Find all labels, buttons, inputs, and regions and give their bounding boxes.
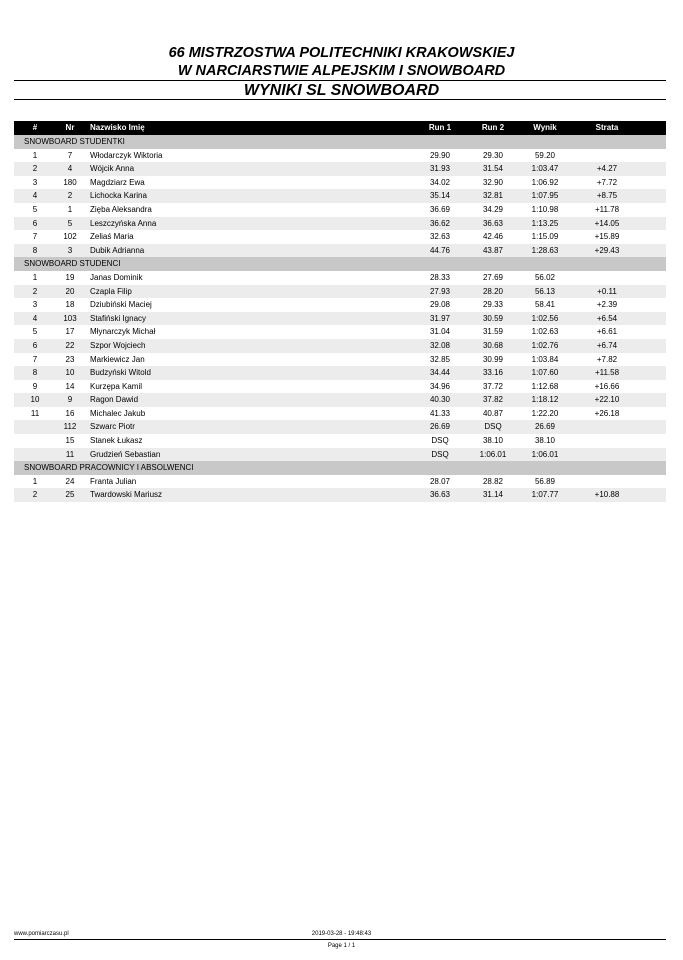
cell-result: 1:02.63 bbox=[531, 327, 559, 337]
cell-run1: 29.90 bbox=[429, 150, 451, 160]
cell-name: Budzyński Witold bbox=[90, 368, 151, 378]
table-row bbox=[14, 285, 666, 299]
cell-run1: 44.76 bbox=[429, 245, 451, 255]
cell-bib-number: 10 bbox=[65, 368, 75, 378]
cell-run1: 34.44 bbox=[429, 368, 451, 378]
cell-run1: 36.62 bbox=[429, 218, 451, 228]
cell-position: 2 bbox=[32, 490, 38, 500]
cell-name: Lichocka Karina bbox=[90, 191, 147, 201]
cell-result: 59.20 bbox=[534, 150, 556, 160]
table-row bbox=[14, 353, 666, 367]
group-title: SNOWBOARD STUDENTKI bbox=[14, 135, 666, 149]
table-row bbox=[14, 420, 666, 434]
cell-position: 3 bbox=[32, 177, 38, 187]
cell-name: Janas Dominik bbox=[90, 272, 143, 282]
cell-run2: 27.69 bbox=[482, 272, 504, 282]
cell-gap: +22.10 bbox=[594, 395, 620, 405]
cell-bib-number: 25 bbox=[65, 490, 75, 500]
cell-bib-number: 5 bbox=[67, 218, 73, 228]
cell-position: 11 bbox=[30, 408, 40, 418]
col-header-gap: Strata bbox=[595, 123, 619, 132]
cell-run1: 27.93 bbox=[429, 286, 451, 296]
cell-run1: 29.08 bbox=[429, 300, 451, 310]
cell-bib-number: 16 bbox=[65, 408, 75, 418]
result-groups bbox=[14, 135, 666, 502]
cell-position: 1 bbox=[32, 150, 38, 160]
cell-name: Czapla Filip bbox=[90, 286, 132, 296]
cell-position: 4 bbox=[32, 313, 38, 323]
cell-run2: 43.87 bbox=[482, 245, 504, 255]
cell-result: 1:07.95 bbox=[531, 191, 559, 201]
cell-result: 38.10 bbox=[534, 436, 556, 446]
cell-position: 4 bbox=[32, 191, 38, 201]
cell-run2: 30.59 bbox=[482, 313, 504, 323]
cell-result: 1:06.92 bbox=[531, 177, 559, 187]
cell-bib-number: 102 bbox=[63, 232, 77, 242]
table-row bbox=[14, 448, 666, 462]
cell-run2: 31.59 bbox=[482, 327, 504, 337]
cell-result: 1:03.84 bbox=[531, 354, 559, 364]
cell-name: Zięba Aleksandra bbox=[90, 204, 152, 214]
cell-position: 3 bbox=[32, 300, 38, 310]
cell-name: Zeliaś Maria bbox=[90, 232, 134, 242]
table-row bbox=[14, 434, 666, 448]
cell-position: 10 bbox=[30, 395, 40, 405]
cell-run1: 40.30 bbox=[429, 395, 451, 405]
cell-position: 6 bbox=[32, 218, 38, 228]
table-row bbox=[14, 244, 666, 258]
col-header-position: # bbox=[32, 123, 38, 132]
cell-position: 2 bbox=[32, 286, 38, 296]
cell-name: Szwarc Piotr bbox=[90, 422, 135, 432]
cell-run1: 28.07 bbox=[429, 476, 451, 486]
group-title: SNOWBOARD STUDENCI bbox=[14, 257, 666, 271]
cell-name: Leszczyńska Anna bbox=[90, 218, 157, 228]
table-row bbox=[14, 407, 666, 421]
col-header-name: Nazwisko Imię bbox=[90, 123, 145, 132]
cell-name: Wójcik Anna bbox=[90, 164, 135, 174]
cell-position: 8 bbox=[32, 245, 38, 255]
cell-gap: +29.43 bbox=[594, 245, 620, 255]
cell-run2: 32.81 bbox=[482, 191, 504, 201]
cell-bib-number: 112 bbox=[63, 422, 77, 432]
cell-result: 1:10.98 bbox=[531, 204, 559, 214]
cell-gap: +14.05 bbox=[594, 218, 620, 228]
cell-result: 1:28.63 bbox=[531, 245, 559, 255]
cell-result: 1:03.47 bbox=[531, 164, 559, 174]
table-row bbox=[14, 189, 666, 203]
table-row bbox=[14, 339, 666, 353]
cell-run1: 36.69 bbox=[429, 204, 451, 214]
cell-bib-number: 3 bbox=[67, 245, 73, 255]
cell-result: 1:07.77 bbox=[531, 490, 559, 500]
cell-bib-number: 9 bbox=[67, 395, 73, 405]
table-header-row bbox=[14, 121, 666, 135]
cell-gap: +6.61 bbox=[596, 327, 618, 337]
cell-name: Markiewicz Jan bbox=[90, 354, 145, 364]
cell-run2: 29.30 bbox=[482, 150, 504, 160]
cell-run1: 26.69 bbox=[429, 422, 451, 432]
cell-run2: 40.87 bbox=[482, 408, 504, 418]
cell-bib-number: 18 bbox=[65, 300, 75, 310]
cell-bib-number: 24 bbox=[65, 476, 75, 486]
cell-name: Młynarczyk Michał bbox=[90, 327, 156, 337]
cell-result: 56.89 bbox=[534, 476, 556, 486]
cell-gap: +6.74 bbox=[596, 340, 618, 350]
cell-result: 1:12.68 bbox=[531, 381, 559, 391]
table-row bbox=[14, 203, 666, 217]
cell-result: 1:18.12 bbox=[531, 395, 559, 405]
cell-position: 9 bbox=[32, 381, 38, 391]
cell-result: 1:15.09 bbox=[531, 232, 559, 242]
cell-run1: 32.85 bbox=[429, 354, 451, 364]
cell-position: 1 bbox=[32, 476, 38, 486]
cell-run2: 37.82 bbox=[482, 395, 504, 405]
cell-position: 5 bbox=[32, 204, 38, 214]
cell-result: 1:13.25 bbox=[531, 218, 559, 228]
table-row bbox=[14, 325, 666, 339]
cell-bib-number: 20 bbox=[65, 286, 75, 296]
cell-run2: 30.68 bbox=[482, 340, 504, 350]
footer-website: www.pomiarczasu.pl bbox=[14, 931, 69, 937]
cell-name: Stanek Łukasz bbox=[90, 436, 143, 446]
cell-name: Ragon Dawid bbox=[90, 395, 139, 405]
results-table bbox=[14, 121, 666, 502]
cell-run1: 34.02 bbox=[429, 177, 451, 187]
cell-run2: 1:06.01 bbox=[479, 449, 507, 459]
cell-run2: 33.16 bbox=[482, 368, 504, 378]
table-row bbox=[14, 366, 666, 380]
cell-run2: 30.99 bbox=[482, 354, 504, 364]
footer-divider bbox=[14, 939, 666, 940]
cell-position: 1 bbox=[32, 272, 38, 282]
cell-name: Włodarczyk Wiktoria bbox=[90, 150, 163, 160]
cell-position: 5 bbox=[32, 327, 38, 337]
cell-result: 58.41 bbox=[534, 300, 556, 310]
cell-result: 1:02.76 bbox=[531, 340, 559, 350]
cell-gap: +10.88 bbox=[594, 490, 620, 500]
table-row bbox=[14, 271, 666, 285]
col-header-run2: Run 2 bbox=[481, 123, 505, 132]
cell-result: 1:02.56 bbox=[531, 313, 559, 323]
cell-bib-number: 17 bbox=[65, 327, 75, 337]
cell-gap: +8.75 bbox=[596, 191, 618, 201]
cell-run2: 28.20 bbox=[482, 286, 504, 296]
cell-name: Twardowski Mariusz bbox=[90, 490, 163, 500]
cell-run1: 35.14 bbox=[429, 191, 451, 201]
cell-run2: 28.82 bbox=[482, 476, 504, 486]
cell-bib-number: 15 bbox=[65, 436, 75, 446]
cell-position: 2 bbox=[32, 164, 38, 174]
results-subtitle: WYNIKI SL SNOWBOARD bbox=[243, 82, 440, 99]
cell-result: 26.69 bbox=[534, 422, 556, 432]
cell-run2: 31.54 bbox=[482, 164, 504, 174]
document-title-line1: 66 MISTRZOSTWA POLITECHNIKI KRAKOWSKIEJ bbox=[168, 45, 515, 61]
cell-run1: DSQ bbox=[431, 436, 449, 446]
col-header-result: Wynik bbox=[533, 123, 557, 132]
cell-gap: +11.78 bbox=[594, 204, 620, 214]
table-row bbox=[14, 230, 666, 244]
cell-gap: +4.27 bbox=[596, 164, 618, 174]
cell-run2: 42.46 bbox=[482, 232, 504, 242]
cell-gap: +2.39 bbox=[596, 300, 618, 310]
cell-bib-number: 23 bbox=[65, 354, 75, 364]
cell-name: Franta Julian bbox=[90, 476, 137, 486]
cell-run1: 31.97 bbox=[429, 313, 451, 323]
cell-name: Magdziarz Ewa bbox=[90, 177, 145, 187]
cell-bib-number: 103 bbox=[63, 313, 77, 323]
cell-run2: 31.14 bbox=[482, 490, 504, 500]
cell-run2: 29.33 bbox=[482, 300, 504, 310]
cell-bib-number: 11 bbox=[65, 449, 75, 459]
cell-run1: 41.33 bbox=[429, 408, 451, 418]
table-row bbox=[14, 298, 666, 312]
table-row bbox=[14, 488, 666, 502]
cell-bib-number: 180 bbox=[63, 177, 77, 187]
cell-gap: +15.89 bbox=[594, 232, 620, 242]
cell-name: Dziubiński Maciej bbox=[90, 300, 152, 310]
title-divider-top bbox=[14, 80, 666, 81]
cell-name: Szpor Wojciech bbox=[90, 340, 146, 350]
table-row bbox=[14, 393, 666, 407]
cell-run1: 36.63 bbox=[429, 490, 451, 500]
cell-run1: 28.33 bbox=[429, 272, 451, 282]
cell-name: Dubik Adrianna bbox=[90, 245, 145, 255]
cell-gap: +7.82 bbox=[596, 354, 618, 364]
table-row bbox=[14, 176, 666, 190]
document-title-line2: W NARCIARSTWIE ALPEJSKIM I SNOWBOARD bbox=[177, 63, 506, 79]
cell-name: Grudzień Sebastian bbox=[90, 449, 161, 459]
table-row bbox=[14, 217, 666, 231]
col-header-bib-number: Nr bbox=[65, 123, 75, 132]
cell-result: 56.13 bbox=[534, 286, 556, 296]
cell-run1: 32.08 bbox=[429, 340, 451, 350]
cell-position: 6 bbox=[32, 340, 38, 350]
cell-run2: 38.10 bbox=[482, 436, 504, 446]
footer-page-number: Page 1 / 1 bbox=[327, 943, 356, 949]
table-row bbox=[14, 312, 666, 326]
footer-timestamp: 2019-03-28 - 19:48:43 bbox=[311, 931, 372, 937]
cell-gap: +7.72 bbox=[596, 177, 618, 187]
cell-run1: 34.96 bbox=[429, 381, 451, 391]
cell-position: 7 bbox=[32, 354, 38, 364]
table-row bbox=[14, 380, 666, 394]
cell-position: 7 bbox=[32, 232, 38, 242]
cell-name: Kurzępa Kamil bbox=[90, 381, 143, 391]
cell-bib-number: 22 bbox=[65, 340, 75, 350]
cell-run1: DSQ bbox=[431, 449, 449, 459]
cell-run1: 32.63 bbox=[429, 232, 451, 242]
cell-name: Stafiński Ignacy bbox=[90, 313, 147, 323]
cell-result: 1:07.60 bbox=[531, 368, 559, 378]
cell-gap: +16.66 bbox=[594, 381, 620, 391]
cell-gap: +0.11 bbox=[597, 286, 617, 296]
cell-gap: +11.58 bbox=[594, 368, 620, 378]
cell-run2: 32.90 bbox=[482, 177, 504, 187]
cell-gap: +26.18 bbox=[594, 408, 620, 418]
table-row bbox=[14, 149, 666, 163]
group-title: SNOWBOARD PRACOWNICY I ABSOLWENCI bbox=[14, 461, 666, 475]
cell-run2: 37.72 bbox=[482, 381, 504, 391]
cell-run2: 34.29 bbox=[482, 204, 504, 214]
cell-gap: +6.54 bbox=[596, 313, 618, 323]
title-divider-bottom bbox=[14, 99, 666, 100]
cell-bib-number: 4 bbox=[67, 164, 73, 174]
cell-bib-number: 1 bbox=[67, 204, 73, 214]
cell-run1: 31.04 bbox=[429, 327, 451, 337]
cell-result: 1:22.20 bbox=[531, 408, 559, 418]
table-row bbox=[14, 475, 666, 489]
cell-result: 56.02 bbox=[534, 272, 556, 282]
cell-position: 8 bbox=[32, 368, 38, 378]
cell-name: Michalec Jakub bbox=[90, 408, 146, 418]
cell-bib-number: 7 bbox=[67, 150, 73, 160]
cell-run2: 36.63 bbox=[482, 218, 504, 228]
cell-run2: DSQ bbox=[484, 422, 502, 432]
cell-run1: 31.93 bbox=[429, 164, 451, 174]
table-row bbox=[14, 162, 666, 176]
cell-result: 1:06.01 bbox=[531, 449, 559, 459]
cell-bib-number: 19 bbox=[65, 272, 75, 282]
cell-bib-number: 14 bbox=[65, 381, 75, 391]
cell-bib-number: 2 bbox=[67, 191, 73, 201]
col-header-run1: Run 1 bbox=[428, 123, 452, 132]
